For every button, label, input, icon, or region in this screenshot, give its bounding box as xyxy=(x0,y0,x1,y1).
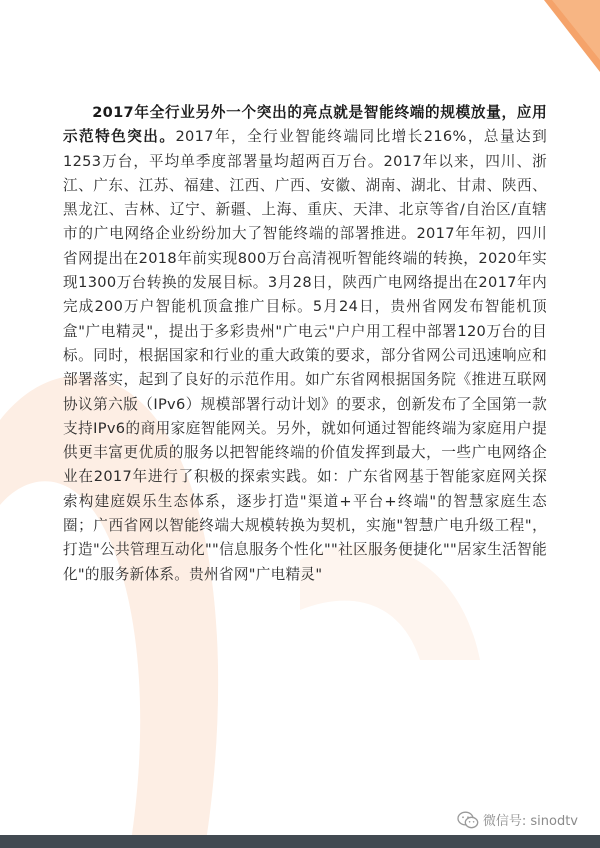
corner-triangle-decoration xyxy=(544,0,600,72)
lead-sentence: 2017年全行业另外一个突出的亮点就是智能终端的规模放量，应用示范特色突出。 xyxy=(63,104,547,146)
article-paragraph xyxy=(63,101,547,587)
footer-bar xyxy=(0,835,600,848)
article-body xyxy=(63,101,547,587)
watermark-text: 微信号: sinodtv xyxy=(482,814,578,829)
wechat-icon xyxy=(457,811,479,829)
paragraph-text: 2017年，全行业智能终端同比增长216%，总量达到1253万台，平均单季度部署量均超两百万台。2017年以来，四川、浙江、广东、江苏、福建、江西、广西、安徽、湖南、湖北、甘肃、陕西、黑龙江、吉林、辽宁、新疆、上海、重庆、天津、北京等省/自治区/直辖市的广电网络企业纷纷加大了智能终端的部署推进。2017年年初，四川省网提出在2018年前实现800万台高清视听智能终端的转换，2020年实现1300万台转换的发展目标。3月28日，陕西广电网络提出在2017年内完成200万户智能机顶盒推广目标。5月24日，贵州省网发布智能机顶盒"广电精灵"，提出于多彩贵州"广电云"户户用工程中部署120万台的目标。同时，根据国家和行业的重大政策的要求，部分省网公司迅速响应和部署落实，起到了良好的示范作用。如广东省网根据国务院《推进互联网协议第六版（IPv6）规模部署行动计划》的要求，创新发布了全国第一款支持IPv6的商用家庭智能网关。另外，就如何通过智能终端为家庭用户提供更丰富更优质的服务以把智能终端的价值发挥到最大，一些广电网络企业在2017年进行了积极的探索实践。如：广东省网基于智能家庭网关探索构建庭娱乐生态体系，逐步打造"渠道+平台+终端"的智慧家庭生态圈；广西省网以智能终端大规模转换为契机，实施"智慧广电升级工程"，打造"公共管理互动化""信息服务个性化""社区服务便捷化""居家生活智能化"的服务新体系。贵州省网"广电精灵" xyxy=(63,128,547,583)
wechat-watermark xyxy=(457,810,578,829)
